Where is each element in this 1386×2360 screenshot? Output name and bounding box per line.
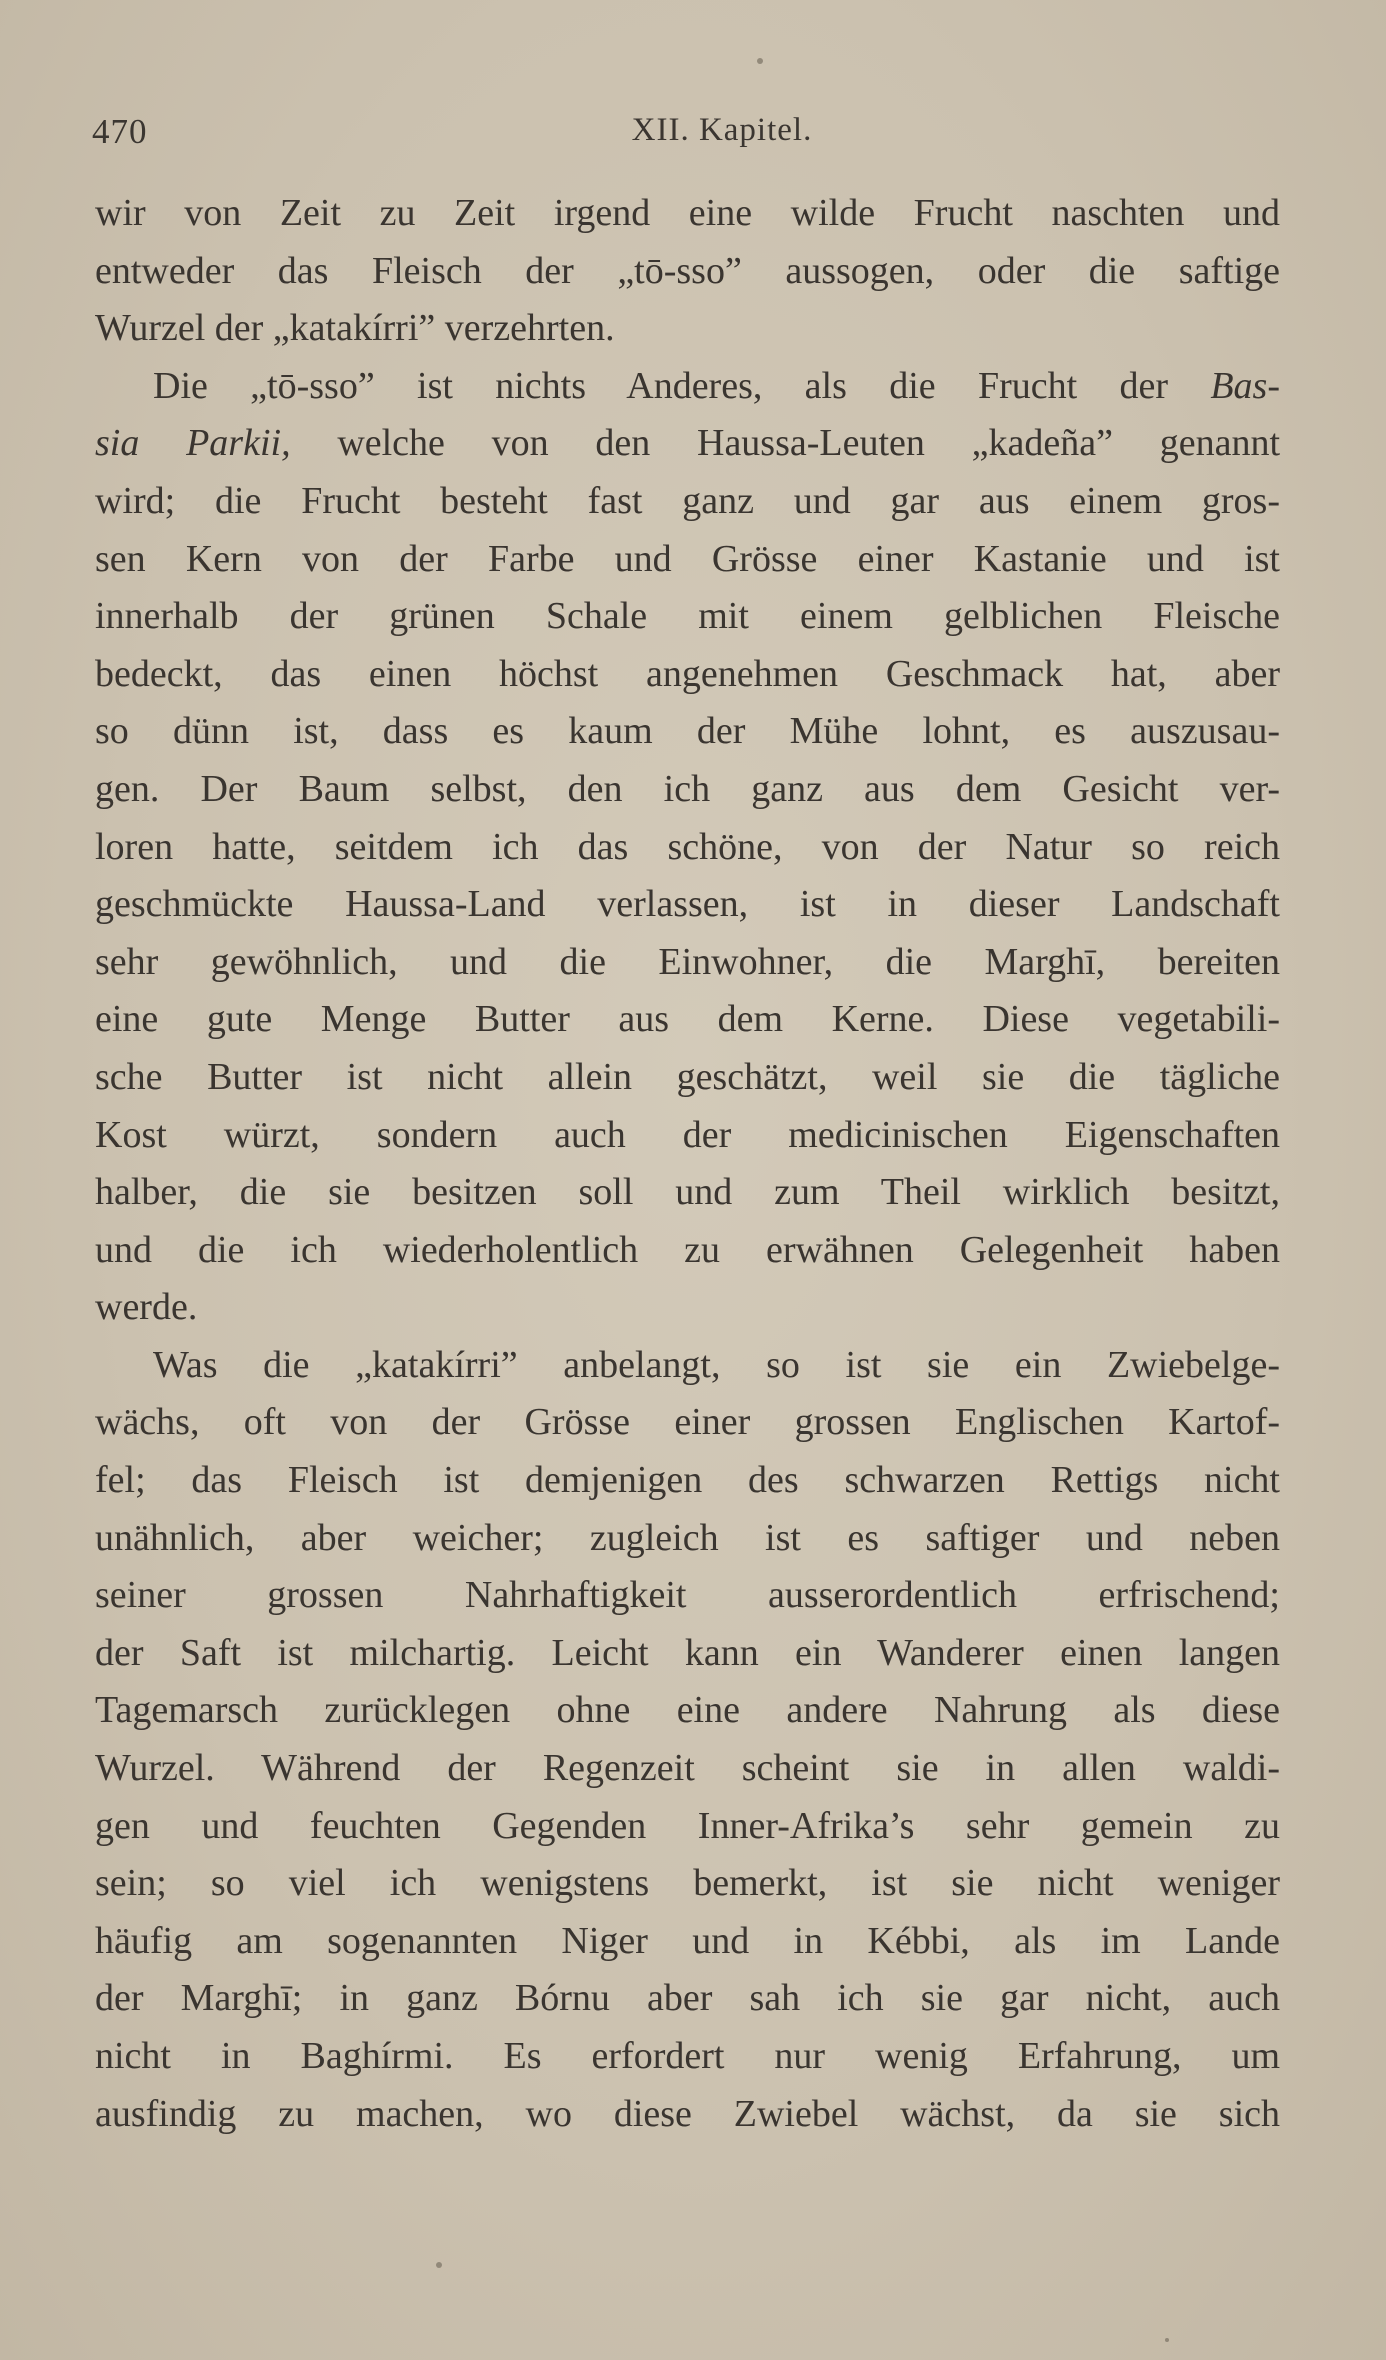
text-line: Kost würzt, sondern auch der medicinischen Eigenschaften [95, 1113, 1280, 1156]
text-line: Tagemarsch zurücklegen ohne eine andere Nahrung als diese [95, 1689, 1280, 1732]
page-header [92, 112, 1282, 164]
text-line: wächs, oft von der Grösse einer grossen Englischen Kartof- [95, 1401, 1280, 1444]
text-line [95, 358, 1280, 416]
text-line: sen Kern von der Farbe und Grösse einer Kastanie und ist [95, 537, 1280, 580]
text-line [95, 415, 1280, 473]
paper-speck [757, 58, 763, 64]
text-line: Wurzel. Während der Regenzeit scheint sie in allen waldi- [95, 1747, 1280, 1790]
text-line: werde. [95, 1286, 198, 1329]
text-line: sein; so viel ich wenigstens bemerkt, ist sie nicht weniger [95, 1862, 1280, 1905]
species-name: sia Parkii, [95, 422, 291, 465]
text-line: gen und feuchten Gegenden Inner-Afrika’s sehr gemein zu [95, 1804, 1280, 1847]
text-line: wir von Zeit zu Zeit irgend eine wilde Frucht naschten und [95, 192, 1280, 234]
text-line: Was die „katakírri” anbelangt, so ist sie ein Zwiebelge- [153, 1343, 1280, 1386]
text-line: entweder das Fleisch der „tō-sso” aussogen, oder die saftige [95, 249, 1280, 292]
text-line: gen. Der Baum selbst, den ich ganz aus dem Gesicht ver- [95, 767, 1280, 810]
text-line: sehr gewöhnlich, und die Einwohner, die Marghī, bereiten [95, 940, 1280, 983]
paper-speck [436, 2262, 442, 2268]
text-line: bedeckt, das einen höchst angenehmen Geschmack hat, aber [95, 652, 1280, 695]
text-line: seiner grossen Nahrhaftigkeit ausserordentlich erfrischend; [95, 1574, 1280, 1617]
text-line: so dünn ist, dass es kaum der Mühe lohnt, es auszusau- [95, 710, 1280, 753]
running-head: XII. Kapitel. [631, 112, 813, 148]
text-line: ausfindig zu machen, wo diese Zwiebel wächst, da sie sich [95, 2092, 1280, 2135]
text-line: unähnlich, aber weicher; zugleich ist es saftiger und neben [95, 1516, 1280, 1559]
paper-speck [1165, 2338, 1169, 2342]
text-line: eine gute Menge Butter aus dem Kerne. Diese vegetabili- [95, 998, 1280, 1041]
text-line: häufig am sogenannten Niger und in Kébbi, als im Lande [95, 1919, 1280, 1962]
text-line: innerhalb der grünen Schale mit einem gelblichen Fleische [95, 595, 1280, 638]
text-line: und die ich wiederholentlich zu erwähnen Gelegenheit haben [95, 1228, 1280, 1271]
text-line: geschmückte Haussa-Land verlassen, ist in dieser Landschaft [95, 883, 1280, 926]
text-segment: Die „tō-sso” ist nichts Anderes, als die Frucht der [153, 364, 1211, 407]
text-line: wird; die Frucht besteht fast ganz und gar aus einem gros- [95, 479, 1280, 522]
page-number: 470 [92, 112, 148, 151]
species-name-part: Bas- [1210, 364, 1280, 407]
text-line: halber, die sie besitzen soll und zum Theil wirklich besitzt, [95, 1171, 1280, 1214]
text-line: der Marghī; in ganz Bórnu aber sah ich sie gar nicht, auch [95, 1977, 1280, 2020]
text-line: Wurzel der „katakírri” verzehrten. [95, 307, 615, 350]
text-line: fel; das Fleisch ist demjenigen des schwarzen Rettigs nicht [95, 1459, 1280, 1502]
text-line: nicht in Baghírmi. Es erfordert nur wenig Erfahrung, um [95, 2035, 1280, 2077]
text-line: der Saft ist milchartig. Leicht kann ein Wanderer einen langen [95, 1631, 1280, 1674]
text-segment: welche von den Haussa-Leuten „kadeña” genannt [290, 422, 1281, 465]
body-text [95, 185, 1280, 2143]
text-line: sche Butter ist nicht allein geschätzt, weil sie die tägliche [95, 1055, 1280, 1098]
text-line: loren hatte, seitdem ich das schöne, von der Natur so reich [95, 825, 1280, 868]
